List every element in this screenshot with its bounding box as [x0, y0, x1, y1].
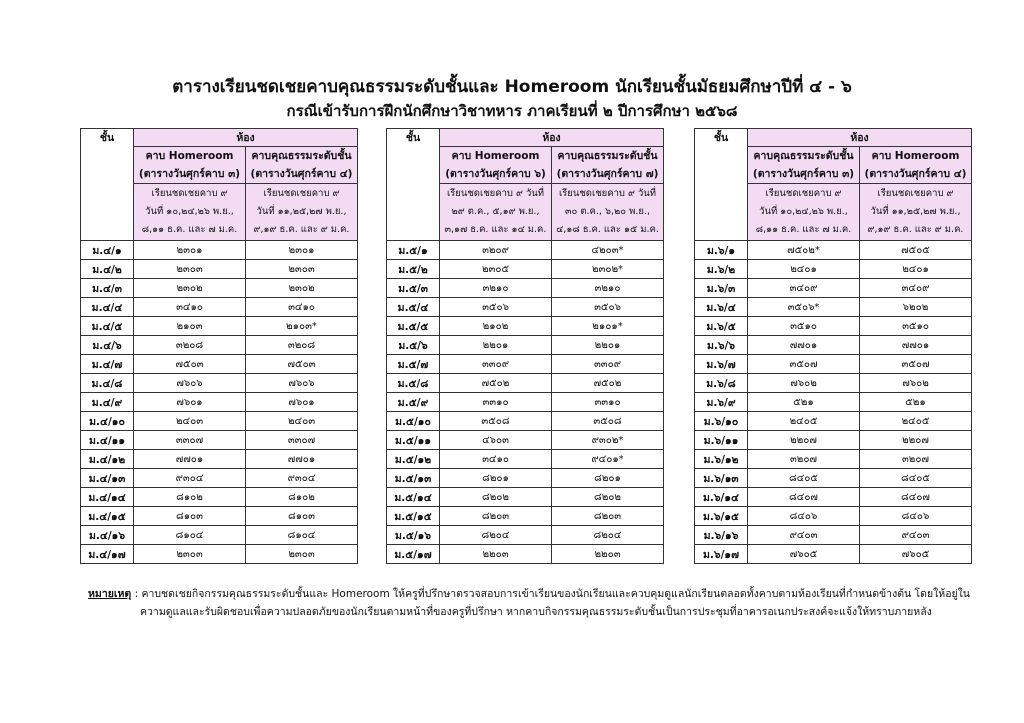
room-cell-1: ๗๕๐๒: [440, 374, 552, 393]
grade-header: ชั้น: [81, 129, 134, 241]
class-cell: ม.๔/๕: [81, 317, 134, 336]
room-cell-1: ๓๕๐๖: [440, 298, 552, 317]
period-header-1: คาบคุณธรรมระดับชั้น (ตารางวันศุกร์คาบ ๓): [748, 147, 860, 184]
room-cell-2: ๘๒๐๑: [552, 469, 664, 488]
room-cell-2: ๘๒๐๓: [552, 507, 664, 526]
class-cell: ม.๖/๑๗: [695, 545, 748, 564]
room-cell-1: ๓๓๐๗: [134, 431, 246, 450]
room-cell-1: ๓๓๐๙: [440, 355, 552, 374]
room-cell-2: ๘๔๐๗: [860, 488, 972, 507]
room-cell-1: ๓๕๐๘: [440, 412, 552, 431]
table-row: [695, 526, 972, 545]
table-row: [695, 355, 972, 374]
table-row: [387, 279, 664, 298]
class-cell: ม.๕/๑๐: [387, 412, 440, 431]
table-row: [81, 526, 358, 545]
table-row: [81, 336, 358, 355]
makeup-note-2: เรียนชดเชยคาบ ๙ วันที่ ๓๐ ต.ค., ๖,๒๐ พ.ย., ๔,๑๘ ธ.ค. และ ๑๕ ม.ค.: [552, 184, 664, 241]
period-header-2: คาบคุณธรรมระดับชั้น (ตารางวันศุกร์คาบ ๔): [246, 147, 358, 184]
room-cell-2: ๓๓๑๐: [552, 393, 664, 412]
class-cell: ม.๔/๑: [81, 241, 134, 260]
table-row: [81, 431, 358, 450]
table-row: [81, 412, 358, 431]
room-cell-1: ๙๓๐๔: [134, 469, 246, 488]
room-cell-1: ๘๒๐๔: [440, 526, 552, 545]
table-row: [695, 336, 972, 355]
room-cell-1: ๓๒๐๙: [440, 241, 552, 260]
class-cell: ม.๕/๑๑: [387, 431, 440, 450]
room-cell-2: ๓๕๐๗: [860, 355, 972, 374]
class-cell: ม.๔/๑๔: [81, 488, 134, 507]
room-cell-2: ๒๔๐๕: [860, 412, 972, 431]
room-cell-1: ๗๖๐๖: [134, 374, 246, 393]
room-cell-1: ๘๒๐๒: [440, 488, 552, 507]
room-cell-1: ๓๔๑๐: [134, 298, 246, 317]
room-cell-2: ๘๑๐๔: [246, 526, 358, 545]
room-cell-2: ๓๕๑๐: [860, 317, 972, 336]
room-cell-1: ๘๑๐๔: [134, 526, 246, 545]
class-cell: ม.๔/๘: [81, 374, 134, 393]
footer-label: หมายเหตุ: [88, 588, 132, 600]
class-cell: ม.๔/๔: [81, 298, 134, 317]
room-cell-2: ๗๖๐๕: [860, 545, 972, 564]
room-header: ห้อง: [440, 129, 664, 147]
room-cell-1: ๒๑๐๒: [440, 317, 552, 336]
table-row: [81, 374, 358, 393]
makeup-note-1: เรียนชดเชยคาบ ๙ วันที่ ๒๙ ต.ค., ๕,๑๙ พ.ย., ๓,๑๗ ธ.ค. และ ๑๔ ม.ค.: [440, 184, 552, 241]
room-cell-2: ๙๓๐๒*: [552, 431, 664, 450]
period-header-1: คาบ Homeroom (ตารางวันศุกร์คาบ ๖): [440, 147, 552, 184]
table-row: [695, 507, 972, 526]
class-cell: ม.๕/๑๖: [387, 526, 440, 545]
room-cell-1: ๓๒๑๐: [440, 279, 552, 298]
room-cell-1: ๘๑๐๓: [134, 507, 246, 526]
class-cell: ม.๖/๑๔: [695, 488, 748, 507]
room-cell-2: ๓๒๐๗: [860, 450, 972, 469]
class-cell: ม.๔/๖: [81, 336, 134, 355]
class-cell: ม.๔/๑๑: [81, 431, 134, 450]
table-row: [81, 355, 358, 374]
room-cell-2: ๙๔๐๓: [860, 526, 972, 545]
class-cell: ม.๕/๑๕: [387, 507, 440, 526]
room-cell-1: ๘๔๐๖: [748, 507, 860, 526]
room-cell-2: ๒๒๐๓: [552, 545, 664, 564]
room-cell-1: ๓๒๐๗: [748, 450, 860, 469]
schedule-table-m4: [80, 128, 358, 564]
table-row: [387, 298, 664, 317]
room-cell-1: ๒๓๐๓: [134, 545, 246, 564]
room-cell-1: ๓๕๐๗: [748, 355, 860, 374]
class-cell: ม.๖/๙: [695, 393, 748, 412]
room-cell-2: ๘๔๐๖: [860, 507, 972, 526]
class-cell: ม.๔/๑๗: [81, 545, 134, 564]
room-cell-1: ๒๔๐๓: [134, 412, 246, 431]
table-row: [695, 298, 972, 317]
class-cell: ม.๖/๗: [695, 355, 748, 374]
class-cell: ม.๕/๓: [387, 279, 440, 298]
table-row: [387, 526, 664, 545]
table-row: [81, 317, 358, 336]
room-cell-1: ๔๖๐๓: [440, 431, 552, 450]
class-cell: ม.๔/๑๐: [81, 412, 134, 431]
room-cell-2: ๒๔๐๑: [860, 260, 972, 279]
room-cell-2: ๗๖๐๑: [246, 393, 358, 412]
room-cell-2: ๗๕๐๕: [860, 241, 972, 260]
room-cell-1: ๗๕๐๒*: [748, 241, 860, 260]
room-cell-1: ๓๕๑๐: [748, 317, 860, 336]
footer-line-2: ความดูแลและรับผิดชอบเพื่อความปลอดภัยของนักเรียนตามหน้าที่ของครูที่ปรึกษา หากคาบกิจกรรมคุณธรรมระดับชั้นเป็นการประชุมที่อาคารอเนกประสงค์จะแจ้งให้ทราบภายหลัง: [140, 606, 932, 618]
class-cell: ม.๕/๖: [387, 336, 440, 355]
room-cell-2: ๖๒๐๒: [860, 298, 972, 317]
room-cell-2: ๔๒๐๓*: [552, 241, 664, 260]
room-cell-1: ๓๔๑๐: [440, 450, 552, 469]
class-cell: ม.๔/๑๓: [81, 469, 134, 488]
table-row: [387, 317, 664, 336]
class-cell: ม.๕/๕: [387, 317, 440, 336]
class-cell: ม.๖/๑๓: [695, 469, 748, 488]
table-row: [81, 279, 358, 298]
table-body: [81, 241, 358, 564]
class-cell: ม.๔/๑๕: [81, 507, 134, 526]
table-row: [695, 241, 972, 260]
table-row: [387, 469, 664, 488]
room-cell-2: ๘๑๐๓: [246, 507, 358, 526]
class-cell: ม.๖/๑๒: [695, 450, 748, 469]
room-cell-1: ๘๑๐๒: [134, 488, 246, 507]
grade-header: ชั้น: [387, 129, 440, 241]
page-subtitle: กรณีเข้ารับการฝึกนักศึกษาวิชาทหาร ภาคเรียนที่ ๒ ปีการศึกษา ๒๕๖๘: [286, 102, 738, 120]
table-row: [387, 507, 664, 526]
room-cell-2: ๘๔๐๕: [860, 469, 972, 488]
room-cell-2: ๒๑๐๑*: [552, 317, 664, 336]
room-cell-1: ๒๓๐๑: [134, 241, 246, 260]
room-cell-2: ๓๒๐๘: [246, 336, 358, 355]
class-cell: ม.๖/๒: [695, 260, 748, 279]
room-cell-1: ๗๗๐๑: [748, 336, 860, 355]
schedule-table-m6: [694, 128, 972, 564]
room-cell-2: ๙๔๐๑*: [552, 450, 664, 469]
page-title: ตารางเรียนชดเชยคาบคุณธรรมระดับชั้นและ Homeroom นักเรียนชั้นมัธยมศึกษาปีที่ ๔ - ๖: [172, 77, 852, 97]
room-cell-2: ๙๓๐๔: [246, 469, 358, 488]
room-cell-1: ๒๔๐๑: [748, 260, 860, 279]
room-cell-2: ๒๓๐๒: [246, 279, 358, 298]
table-row: [387, 355, 664, 374]
room-cell-2: ๒๑๐๓*: [246, 317, 358, 336]
room-cell-2: ๗๖๐๖: [246, 374, 358, 393]
table-row: [387, 393, 664, 412]
class-cell: ม.๔/๙: [81, 393, 134, 412]
class-cell: ม.๕/๑๗: [387, 545, 440, 564]
room-cell-1: ๒๒๐๑: [440, 336, 552, 355]
room-cell-1: ๒๓๐๕: [440, 260, 552, 279]
room-cell-2: ๓๓๐๗: [246, 431, 358, 450]
table-row: [695, 469, 972, 488]
room-cell-1: ๓๒๐๘: [134, 336, 246, 355]
room-cell-1: ๒๑๐๓: [134, 317, 246, 336]
class-cell: ม.๔/๑๒: [81, 450, 134, 469]
table-row: [695, 431, 972, 450]
room-cell-2: ๒๓๐๑: [246, 241, 358, 260]
table-body: [695, 241, 972, 564]
period-header-1: คาบ Homeroom (ตารางวันศุกร์คาบ ๓): [134, 147, 246, 184]
grade-header: ชั้น: [695, 129, 748, 241]
table-row: [81, 393, 358, 412]
table-row: [81, 450, 358, 469]
period-header-2: คาบคุณธรรมระดับชั้น (ตารางวันศุกร์คาบ ๗): [552, 147, 664, 184]
room-cell-1: ๒๔๐๕: [748, 412, 860, 431]
class-cell: ม.๖/๕: [695, 317, 748, 336]
room-cell-1: ๕๒๑: [748, 393, 860, 412]
table-row: [695, 260, 972, 279]
class-cell: ม.๕/๙: [387, 393, 440, 412]
table-row: [81, 241, 358, 260]
room-cell-1: ๗๕๐๓: [134, 355, 246, 374]
table-body: [387, 241, 664, 564]
room-cell-2: ๓๔๐๙: [860, 279, 972, 298]
class-cell: ม.๕/๒: [387, 260, 440, 279]
room-cell-2: ๒๔๐๓: [246, 412, 358, 431]
room-cell-2: ๘๒๐๒: [552, 488, 664, 507]
room-cell-2: ๒๒๐๗: [860, 431, 972, 450]
room-cell-2: ๓๕๐๖: [552, 298, 664, 317]
table-row: [387, 412, 664, 431]
footer-line-1: [88, 585, 988, 603]
room-cell-2: ๒๓๐๒*: [552, 260, 664, 279]
table-row: [387, 431, 664, 450]
makeup-note-2: เรียนชดเชยคาบ ๙ วันที่ ๑๑,๒๕,๒๗ พ.ย., ๙,๑๙ ธ.ค. และ ๙ ม.ค.: [246, 184, 358, 241]
room-cell-1: ๘๔๐๕: [748, 469, 860, 488]
room-cell-2: ๒๒๐๑: [552, 336, 664, 355]
class-cell: ม.๖/๑๐: [695, 412, 748, 431]
table-row: [81, 469, 358, 488]
class-cell: ม.๕/๑๒: [387, 450, 440, 469]
schedule-table-m5: [386, 128, 664, 564]
table-row: [387, 545, 664, 564]
room-cell-2: ๗๗๐๑: [860, 336, 972, 355]
room-cell-2: ๓๒๑๐: [552, 279, 664, 298]
table-row: [81, 260, 358, 279]
class-cell: ม.๕/๗: [387, 355, 440, 374]
footer-separator: :: [131, 588, 142, 600]
room-cell-1: ๒๒๐๗: [748, 431, 860, 450]
room-cell-2: ๒๓๐๓: [246, 260, 358, 279]
table-row: [387, 241, 664, 260]
table-row: [387, 450, 664, 469]
table-row: [387, 336, 664, 355]
table-row: [695, 545, 972, 564]
table-row: [81, 488, 358, 507]
room-cell-1: ๘๒๐๑: [440, 469, 552, 488]
table-row: [387, 260, 664, 279]
table-row: [387, 374, 664, 393]
table-row: [695, 450, 972, 469]
class-cell: ม.๖/๑: [695, 241, 748, 260]
table-row: [81, 507, 358, 526]
room-cell-2: ๗๕๐๓: [246, 355, 358, 374]
class-cell: ม.๕/๔: [387, 298, 440, 317]
room-cell-1: ๓๕๐๖*: [748, 298, 860, 317]
table-row: [695, 412, 972, 431]
room-cell-2: ๗๖๐๒: [860, 374, 972, 393]
class-cell: ม.๔/๒: [81, 260, 134, 279]
room-cell-1: ๗๖๐๑: [134, 393, 246, 412]
class-cell: ม.๖/๔: [695, 298, 748, 317]
room-cell-2: ๓๕๐๘: [552, 412, 664, 431]
class-cell: ม.๔/๓: [81, 279, 134, 298]
class-cell: ม.๖/๑๕: [695, 507, 748, 526]
room-cell-1: ๒๓๐๒: [134, 279, 246, 298]
room-cell-1: ๗๖๐๕: [748, 545, 860, 564]
room-cell-2: ๗๗๐๑: [246, 450, 358, 469]
room-cell-1: ๓๓๑๐: [440, 393, 552, 412]
class-cell: ม.๔/๑๖: [81, 526, 134, 545]
makeup-note-1: เรียนชดเชยคาบ ๙ วันที่ ๑๐,๒๔,๒๖ พ.ย., ๘,๑๑ ธ.ค. และ ๗ ม.ค.: [748, 184, 860, 241]
class-cell: ม.๖/๘: [695, 374, 748, 393]
room-cell-2: ๓๓๐๙: [552, 355, 664, 374]
class-cell: ม.๕/๑๔: [387, 488, 440, 507]
room-cell-1: ๘๔๐๗: [748, 488, 860, 507]
room-cell-2: ๗๕๐๒: [552, 374, 664, 393]
room-cell-2: ๕๒๑: [860, 393, 972, 412]
room-cell-1: ๗๗๐๑: [134, 450, 246, 469]
table-row: [81, 545, 358, 564]
class-cell: ม.๕/๑: [387, 241, 440, 260]
table-row: [695, 374, 972, 393]
room-cell-1: ๘๒๐๓: [440, 507, 552, 526]
room-cell-2: ๒๓๐๓: [246, 545, 358, 564]
table-row: [387, 488, 664, 507]
makeup-note-1: เรียนชดเชยคาบ ๙ วันที่ ๑๐,๒๔,๒๖ พ.ย., ๘,๑๑ ธ.ค. และ ๗ ม.ค.: [134, 184, 246, 241]
table-row: [695, 279, 972, 298]
class-cell: ม.๔/๗: [81, 355, 134, 374]
room-cell-2: ๘๒๐๔: [552, 526, 664, 545]
room-cell-1: ๙๔๐๓: [748, 526, 860, 545]
table-row: [695, 317, 972, 336]
class-cell: ม.๕/๘: [387, 374, 440, 393]
room-cell-1: ๒๓๐๓: [134, 260, 246, 279]
period-header-2: คาบ Homeroom (ตารางวันศุกร์คาบ ๔): [860, 147, 972, 184]
room-cell-1: ๒๒๐๓: [440, 545, 552, 564]
room-cell-2: ๘๑๐๒: [246, 488, 358, 507]
room-header: ห้อง: [748, 129, 972, 147]
class-cell: ม.๕/๑๓: [387, 469, 440, 488]
footer-note: [88, 585, 988, 621]
room-cell-2: ๓๔๑๐: [246, 298, 358, 317]
class-cell: ม.๖/๖: [695, 336, 748, 355]
class-cell: ม.๖/๑๖: [695, 526, 748, 545]
room-cell-1: ๓๔๐๙: [748, 279, 860, 298]
table-row: [81, 298, 358, 317]
class-cell: ม.๖/๑๑: [695, 431, 748, 450]
room-cell-1: ๗๖๐๒: [748, 374, 860, 393]
footer-text-1: คาบชดเชยกิจกรรมคุณธรรมระดับชั้นและ Homeroom ให้ครูที่ปรึกษาตรวจสอบการเข้าเรียนของนักเรียนและควบคุมดูแลนักเรียนตลอดทั้งคาบตามห้องเรียนที่กำหนดข้างต้น โดยให้อยู่ใน: [141, 588, 970, 600]
makeup-note-2: เรียนชดเชยคาบ ๙ วันที่ ๑๑,๒๕,๒๗ พ.ย., ๙,๑๙ ธ.ค. และ ๙ ม.ค.: [860, 184, 972, 241]
table-row: [695, 393, 972, 412]
class-cell: ม.๖/๓: [695, 279, 748, 298]
table-row: [695, 488, 972, 507]
room-header: ห้อง: [134, 129, 358, 147]
